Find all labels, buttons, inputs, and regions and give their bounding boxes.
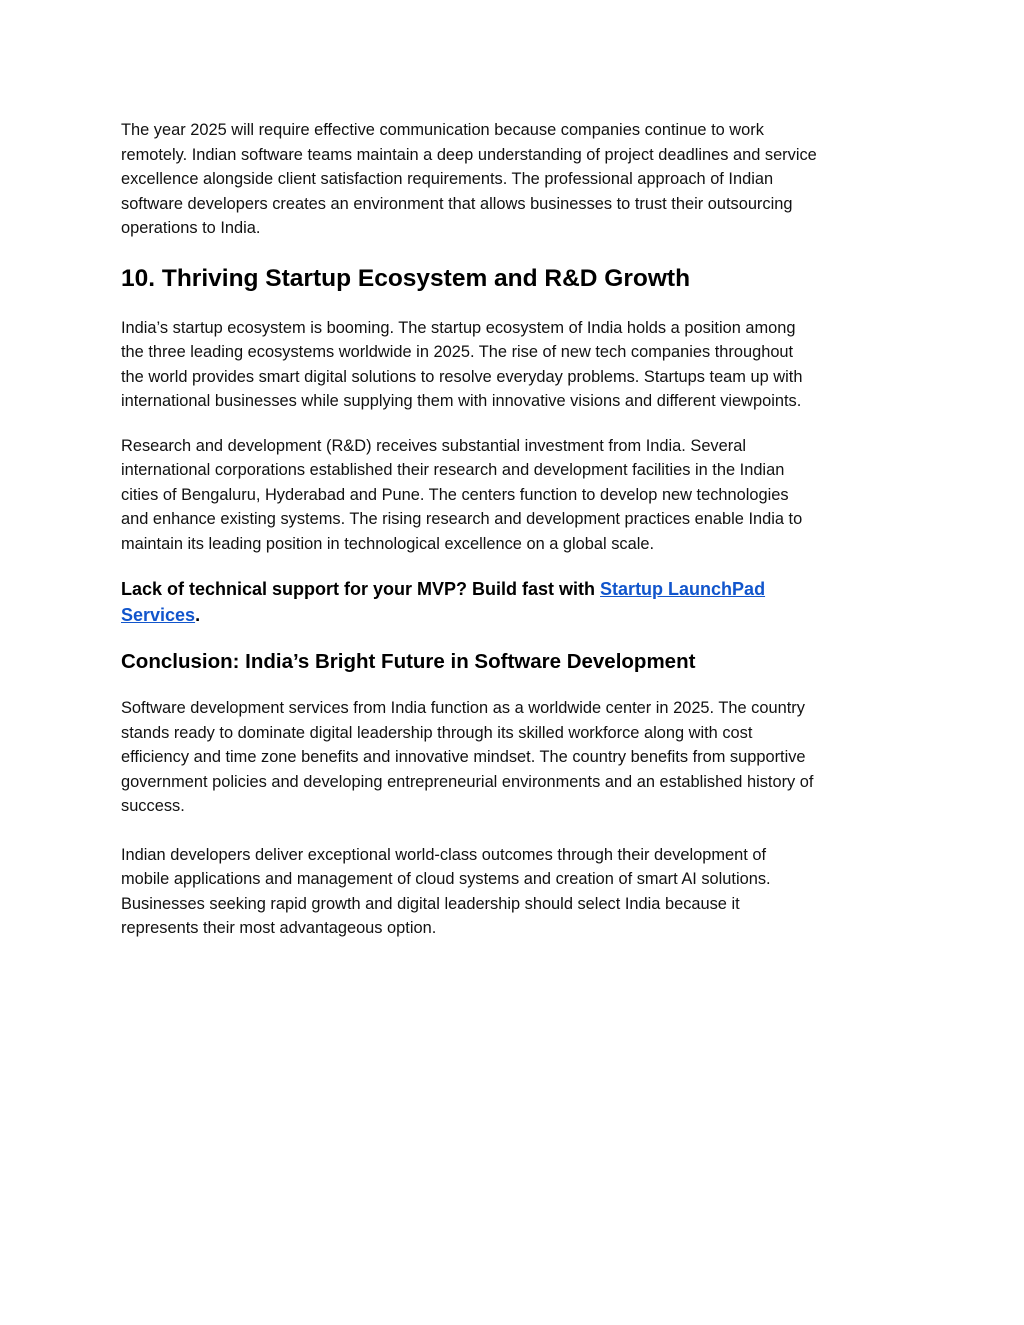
text-line: Software development services from India function as a worldwide center in 2025. The country — [121, 699, 805, 717]
text-line: stands ready to dominate digital leadership through its skilled workforce along with cost — [121, 723, 753, 742]
cta-prefix: Lack of technical support for your MVP? Build fast with — [121, 579, 601, 599]
text-line: The year 2025 will require effective communication because companies continue to work — [121, 121, 764, 139]
text-line: India’s startup ecosystem is booming. The startup ecosystem of India holds a position among — [121, 318, 796, 337]
text-line: the three leading ecosystems worldwide in 2025. The rise of new tech companies throughout — [121, 343, 794, 361]
text-line: international businesses while supplying them with innovative visions and different viewpoints. — [121, 392, 802, 410]
startup-launchpad-link-continued[interactable]: Services — [121, 605, 196, 625]
text-line: maintain its leading position in technological excellence on a global scale. — [121, 534, 655, 553]
cta-line — [121, 576, 911, 602]
text-line: success. — [121, 797, 185, 815]
text-line: the world provides smart digital solutions to resolve everyday problems. Startups team up with — [121, 367, 803, 386]
conclusion-heading: Conclusion: India’s Bright Future in Software Development — [121, 650, 696, 673]
cta-line — [121, 602, 911, 628]
text-line: excellence alongside client satisfaction requirements. The professional approach of Indian — [121, 170, 774, 188]
text-line: Research and development (R&D) receives substantial investment from India. Several — [121, 436, 746, 455]
text-line: operations to India. — [121, 219, 261, 237]
text-line: Businesses seeking rapid growth and digital leadership should select India because it — [121, 894, 740, 913]
text-line: efficiency and time zone benefits and innovative mindset. The country benefits from supportive — [121, 748, 806, 766]
intro-paragraph — [121, 118, 911, 241]
text-line: software developers creates an environment that allows businesses to trust their outsourcing — [121, 194, 793, 213]
text-line: government policies and developing entrepreneurial environments and an established history of — [121, 772, 814, 791]
document-page — [121, 118, 911, 941]
text-line: international corporations established their research and development facilities in the Indian — [121, 461, 785, 479]
rnd-paragraph — [121, 434, 911, 557]
conclusion-paragraph-1 — [121, 696, 911, 819]
text-line: represents their most advantageous option. — [121, 919, 437, 937]
launchpad-cta — [121, 576, 911, 628]
text-line: Indian developers deliver exceptional world-class outcomes through their development of — [121, 845, 767, 864]
startup-ecosystem-paragraph — [121, 316, 911, 414]
text-line: mobile applications and management of cloud systems and creation of smart AI solutions. — [121, 870, 771, 888]
startup-launchpad-link[interactable]: Startup LaunchPad — [600, 579, 766, 599]
cta-suffix: . — [195, 605, 201, 625]
text-line: cities of Bengaluru, Hyderabad and Pune. The centers function to develop new technologies — [121, 485, 789, 504]
conclusion-paragraph-2 — [121, 843, 911, 941]
section-10-heading: 10. Thriving Startup Ecosystem and R&D Growth — [121, 264, 691, 292]
text-line: and enhance existing systems. The rising research and development practices enable India to — [121, 510, 803, 528]
text-line: remotely. Indian software teams maintain a deep understanding of project deadlines and service — [121, 145, 817, 164]
